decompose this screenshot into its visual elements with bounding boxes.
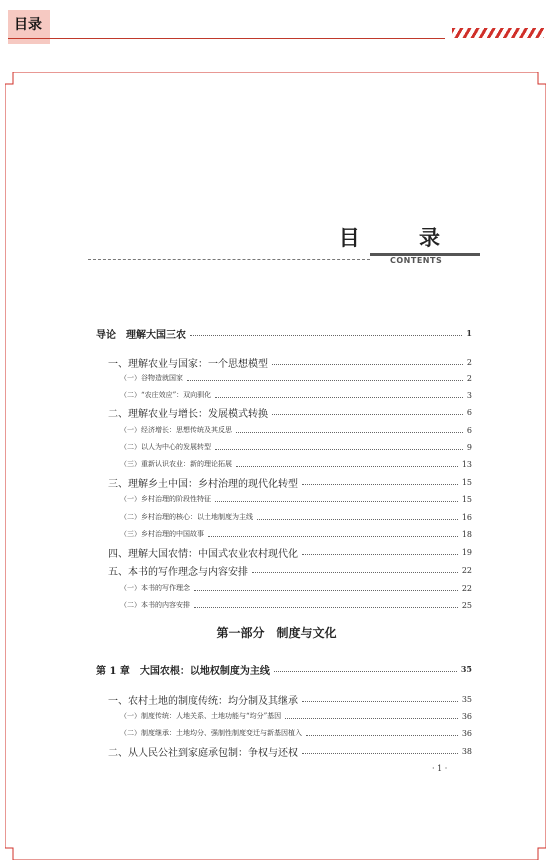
toc-heading-title: 目 录 [338,226,466,250]
toc-entry-page: 15 [461,477,472,487]
toc-entry-page: 16 [461,512,472,522]
toc-entry-text: （一）乡村治理的阶段性特征 [120,495,211,503]
toc-entry-text: （二）乡村治理的核心：以土地制度为主线 [120,513,253,521]
toc-leader [302,483,458,485]
toc-leader [272,363,463,365]
toc-entry[interactable] [120,581,472,595]
toc-leader [215,448,463,450]
toc-entry[interactable] [120,510,472,524]
toc-entry-page: 15 [461,494,472,504]
toc-entry[interactable] [120,726,472,740]
toc-entry[interactable] [108,545,472,559]
page-number: · 1 · [432,764,448,773]
toc-entry[interactable] [120,371,472,385]
toc-leader [215,396,463,398]
toc-entry-text: （一）谷物造就国家 [120,374,183,382]
toc-leader [272,413,463,415]
header-rule [8,38,445,39]
toc-entry-page: 9 [466,442,472,452]
toc-entry-text: 第 1 章 大国农根：以地权制度为主线 [96,665,270,677]
toc-leader [302,752,458,754]
toc-entry[interactable] [108,744,472,758]
header-title: 目录 [14,17,42,33]
toc-entry-text: 一、农村土地的制度传统：均分制及其继承 [108,695,298,707]
toc-leader [190,334,462,336]
toc-entry[interactable] [120,492,472,506]
toc-entry-page: 2 [466,357,472,367]
toc-entry[interactable] [108,692,472,706]
toc-entry[interactable] [120,423,472,437]
toc-leader [252,571,458,573]
toc-entry-text: 二、理解农业与增长：发展模式转换 [108,408,268,420]
toc-entry-page: 2 [466,373,472,383]
toc-entry-text: （二）“农庄效应”：双向驯化 [120,391,212,399]
toc-leader [257,518,458,520]
toc-entry-page: 1 [466,328,472,338]
toc-entry[interactable] [108,475,472,489]
toc-entry-text: （三）乡村治理的中国故事 [120,530,204,538]
toc-leader [274,670,457,672]
toc-entry-text: （三）重新认识农业：新的理论拓展 [120,460,232,468]
toc-leader [236,431,463,433]
toc-entry-text: （二）本书的内容安排 [120,601,190,609]
toc-heading [88,222,480,268]
toc-leader [306,734,458,736]
toc-entry-text: 三、理解乡土中国：乡村治理的现代化转型 [108,478,298,490]
toc-leader [236,465,458,467]
toc-entry-text: 五、本书的写作理念与内容安排 [108,566,248,578]
toc-entry-text: 一、理解农业与国家：一个思想模型 [108,358,268,370]
toc-entry-page: 36 [461,711,472,721]
toc-entry-page: 38 [461,746,472,756]
toc-entry[interactable] [108,355,472,369]
toc-entry[interactable] [108,563,472,577]
toc-entry-chapter[interactable] [96,662,472,676]
part-title: 第一部分 制度与文化 [216,626,337,640]
toc-leader [215,500,458,502]
toc-entry[interactable] [120,440,472,454]
toc-leader [187,379,463,381]
toc-entry-page: 25 [461,600,472,610]
toc-entry[interactable] [120,388,472,402]
toc-leader [302,700,458,702]
toc-entry-intro[interactable] [96,326,472,340]
toc-entry[interactable] [120,527,472,541]
toc-leader [194,589,458,591]
toc-entry-page: 3 [466,390,472,400]
toc-leader [302,553,458,555]
toc-entry-page: 35 [461,694,472,704]
toc-entry-page: 6 [466,407,472,417]
toc-entry-page: 36 [461,728,472,738]
toc-entry-text: 四、理解大国农情：中国式农业农村现代化 [108,548,298,560]
toc-heading-subtitle: CONTENTS [390,256,443,265]
toc-entry-text: （一）本书的写作理念 [120,584,190,592]
toc-entry-page: 19 [461,547,472,557]
toc-entry-page: 6 [466,425,472,435]
toc-entry[interactable] [120,457,472,471]
toc-leader [208,535,458,537]
toc-entry-page: 22 [461,583,472,593]
toc-entry-page: 18 [461,529,472,539]
toc-entry-page: 13 [461,459,472,469]
toc-entry[interactable] [108,405,472,419]
toc-entry-page: 35 [460,664,472,674]
toc-entry-text: （一）经济增长：思想传统及其反思 [120,426,232,434]
header-stripes-decoration [452,28,544,38]
toc-entry-text: （一）制度传统：人地关系、土地功能与“均分”基因 [120,712,282,720]
toc-leader [285,717,458,719]
toc-entry-text: （二）制度继承：土地均分、强制性制度变迁与新基因植入 [120,729,302,737]
toc-entry[interactable] [120,709,472,723]
toc-entry-page: 22 [461,565,472,575]
toc-entry[interactable] [120,598,472,612]
toc-entry-text: 导论 理解大国三农 [96,329,186,341]
toc-heading-dashes [88,259,370,260]
toc-leader [194,606,458,608]
toc-entry-text: （二）以人为中心的发展转型 [120,443,211,451]
toc-entry-text: 二、从人民公社到家庭承包制：争权与还权 [108,747,298,759]
